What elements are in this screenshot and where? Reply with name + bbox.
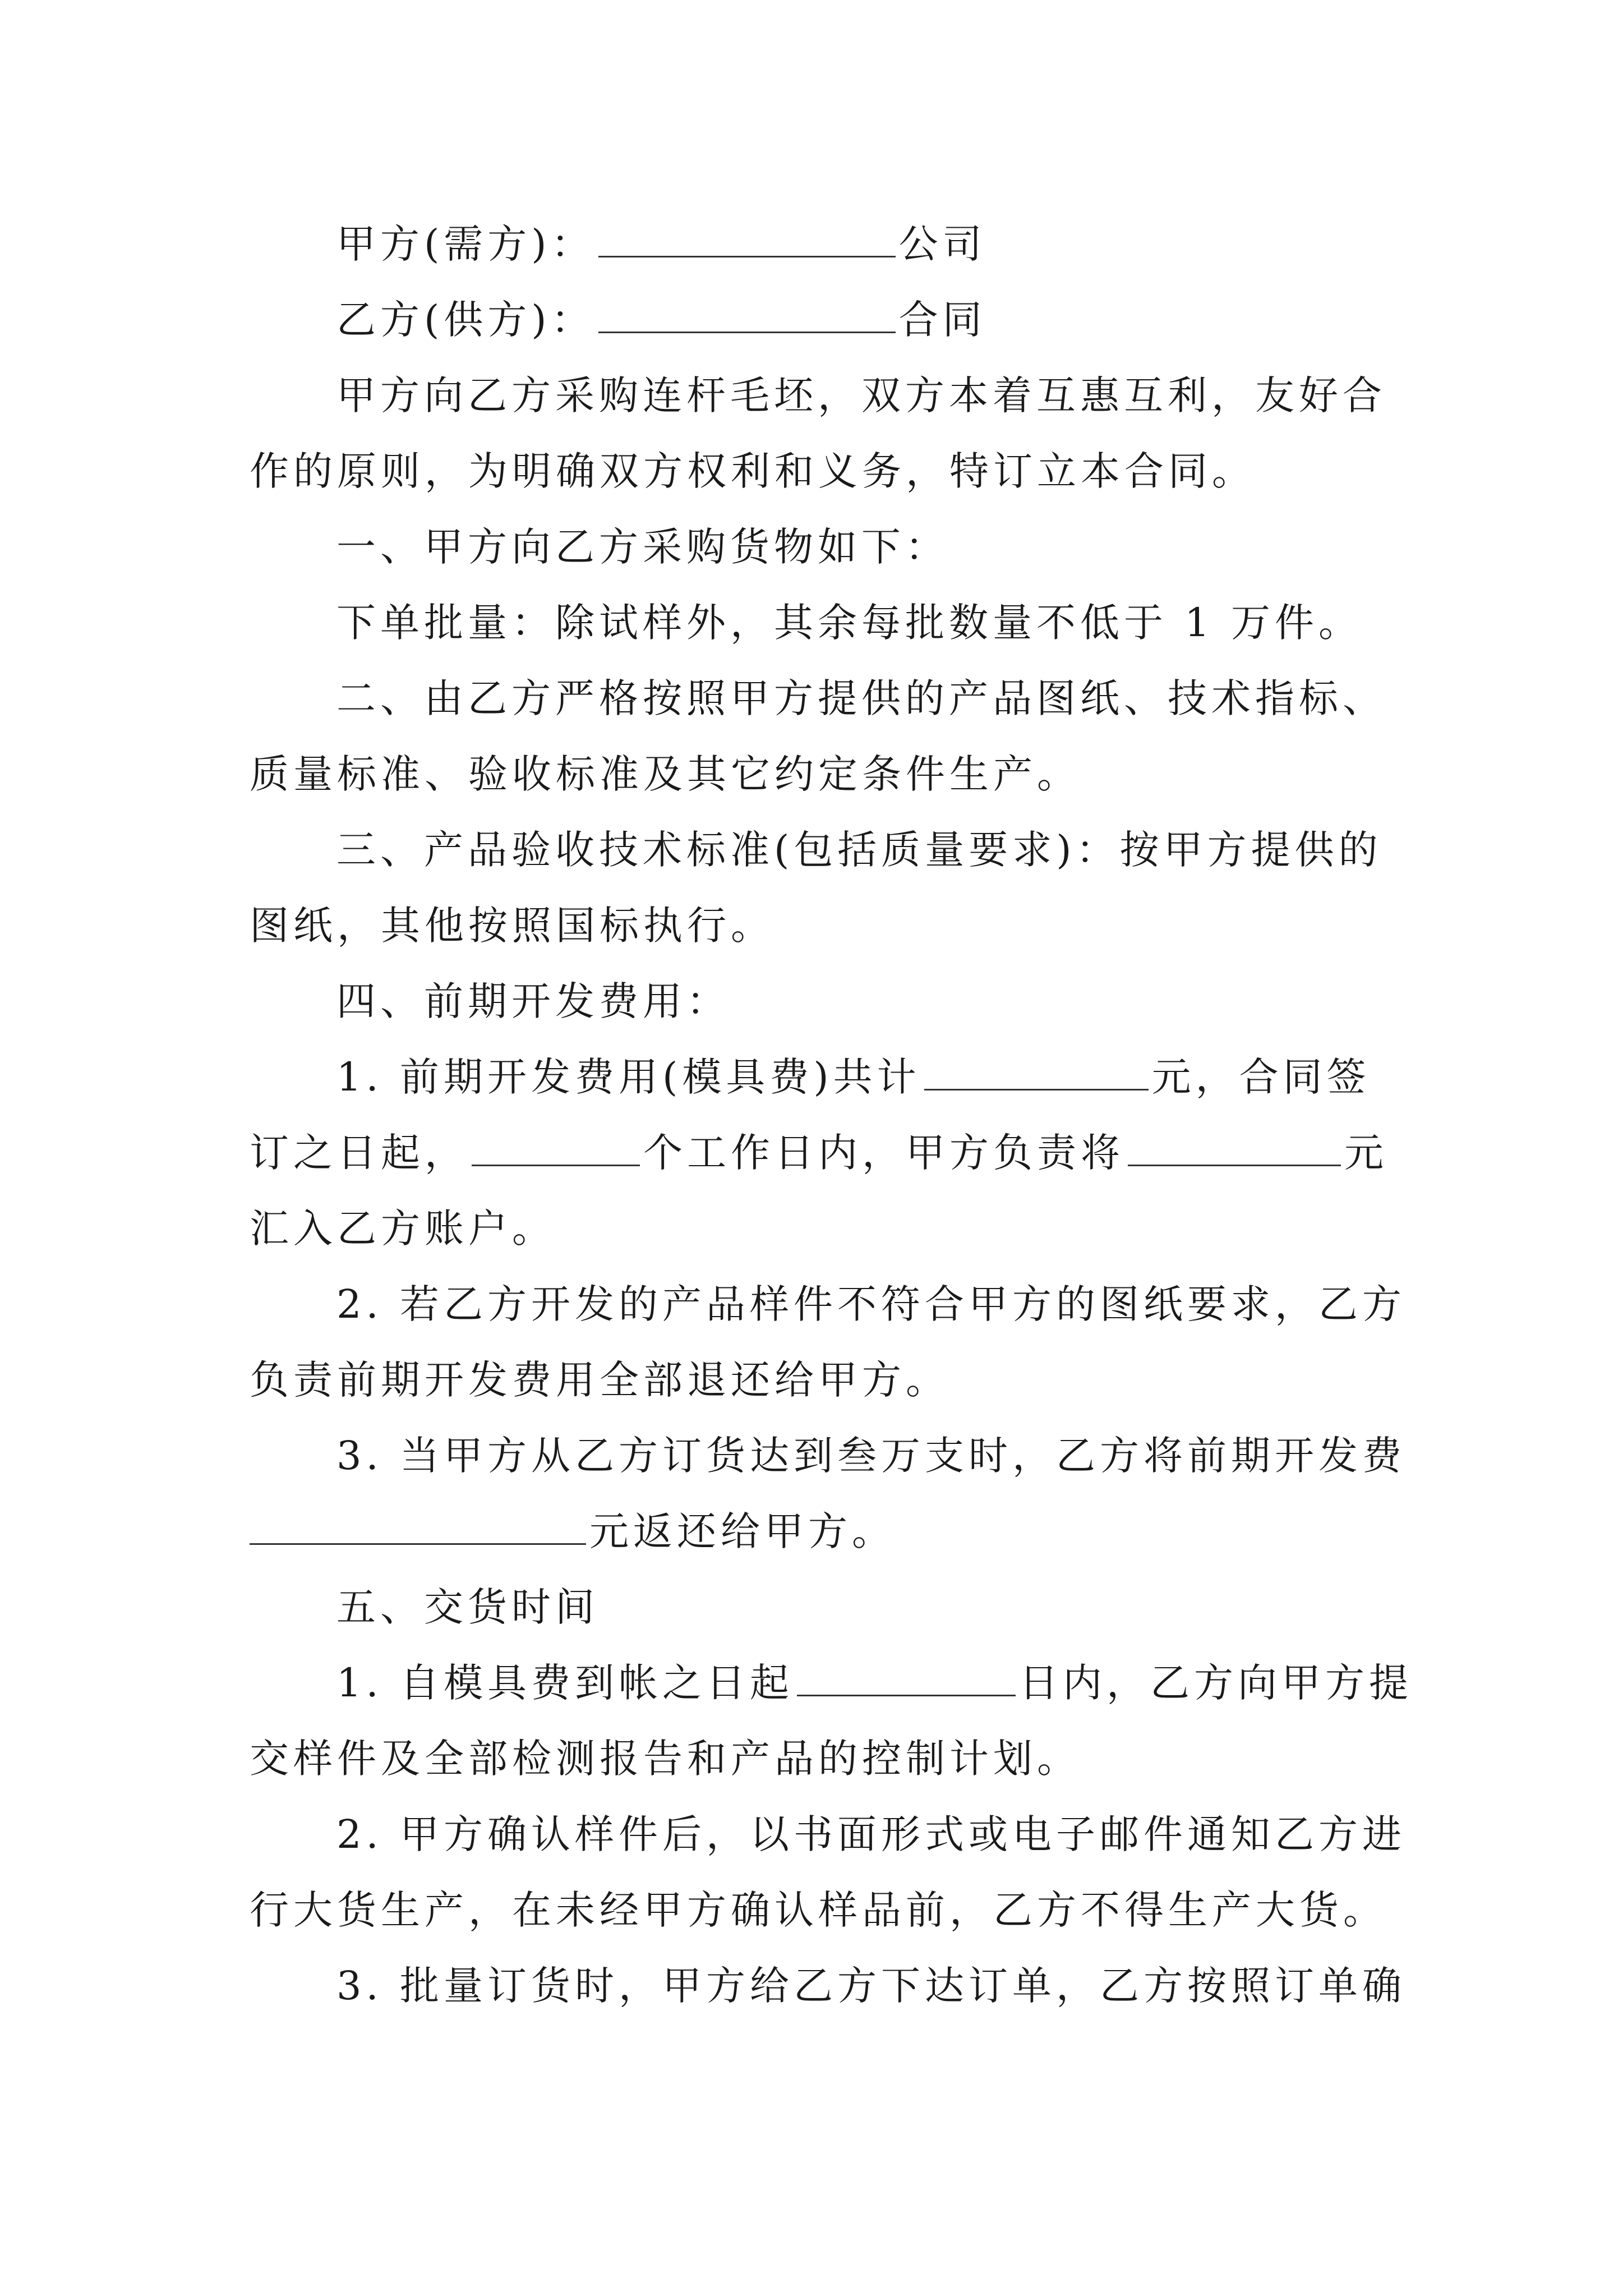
days-blank [472, 1130, 640, 1166]
fee-blank [924, 1054, 1149, 1091]
text: 四、前期开发费用： [336, 978, 730, 1024]
paragraph-line [250, 898, 1399, 954]
party-a-suffix: 公司 [898, 221, 986, 267]
text: 甲方向乙方采购连杆毛坯，双方本着互惠互利，友好合 [336, 372, 1386, 418]
text: 3. 当甲方从乙方订货达到叁万支时，乙方将前期开发费 [336, 1433, 1407, 1479]
section-heading [336, 973, 1402, 1029]
paragraph-line [250, 1125, 1399, 1181]
text: 交样件及全部检测报告和产品的控制计划。 [250, 1736, 1081, 1782]
text: 元，合同签 [1151, 1054, 1371, 1100]
paragraph-line [336, 670, 1402, 726]
text: 汇入乙方账户。 [250, 1205, 556, 1251]
text: 2. 若乙方开发的产品样件不符合甲方的图纸要求，乙方 [336, 1281, 1407, 1327]
paragraph-line [336, 1428, 1407, 1484]
text: 五、交货时间 [336, 1584, 599, 1630]
text: 图纸，其他按照国标执行。 [250, 903, 774, 949]
text: 2. 甲方确认样件后，以书面形式或电子邮件通知乙方进 [336, 1811, 1407, 1857]
paragraph-line [336, 1655, 1413, 1711]
paragraph-line [336, 1806, 1407, 1862]
text: 二、由乙方严格按照甲方提供的产品图纸、技术指标、 [336, 675, 1386, 721]
paragraph-line [250, 746, 1399, 802]
amount-blank [1128, 1130, 1341, 1166]
paragraph-line [250, 1503, 1399, 1559]
text: 3. 批量订货时，甲方给乙方下达订单，乙方按照订单确 [336, 1963, 1407, 2009]
text: 1. 自模具费到帐之日起 [336, 1660, 794, 1706]
text: 三、产品验收技术标准(包括质量要求)：按甲方提供的 [336, 827, 1382, 873]
party-a-blank [598, 221, 896, 257]
paragraph-line [336, 822, 1402, 878]
text: 行大货生产，在未经甲方确认样品前，乙方不得生产大货。 [250, 1887, 1387, 1933]
text: 1. 前期开发费用(模具费)共计 [336, 1054, 921, 1100]
paragraph-line [336, 367, 1402, 424]
paragraph-line [336, 1958, 1407, 2014]
paragraph-line [336, 1276, 1407, 1332]
party-a-line [336, 216, 1402, 272]
delivery-days-blank [797, 1660, 1016, 1696]
text: 下单批量：除试样外，其余每批数量不低于 1 万件。 [336, 600, 1363, 646]
paragraph-line [250, 1352, 1399, 1408]
section-heading [336, 1579, 1402, 1635]
party-b-suffix: 合同 [898, 297, 986, 343]
party-b-label: 乙方(供方)： [336, 297, 595, 343]
paragraph-line [336, 595, 1402, 651]
text: 个工作日内，甲方负责将 [643, 1130, 1124, 1176]
section-heading [336, 519, 1402, 575]
text: 质量标准、验收标准及其它约定条件生产。 [250, 751, 1081, 797]
text: 订之日起， [250, 1130, 468, 1176]
return-amount-blank [250, 1508, 586, 1545]
text: 日内，乙方向甲方提 [1019, 1660, 1413, 1706]
text: 元 [1344, 1130, 1388, 1176]
text: 作的原则，为明确双方权利和义务，特订立本合同。 [250, 448, 1256, 494]
paragraph-line [250, 1731, 1399, 1787]
paragraph-line [250, 1882, 1399, 1938]
text: 负责前期开发费用全部退还给甲方。 [250, 1357, 949, 1403]
text: 元返还给甲方。 [589, 1508, 896, 1554]
paragraph-line [336, 1049, 1402, 1105]
paragraph-line [250, 1200, 1399, 1257]
paragraph-line [250, 443, 1399, 499]
party-b-blank [598, 297, 896, 333]
text: 一、甲方向乙方采购货物如下： [336, 524, 949, 570]
party-a-label: 甲方(需方)： [336, 221, 595, 267]
party-b-line [336, 292, 1402, 348]
